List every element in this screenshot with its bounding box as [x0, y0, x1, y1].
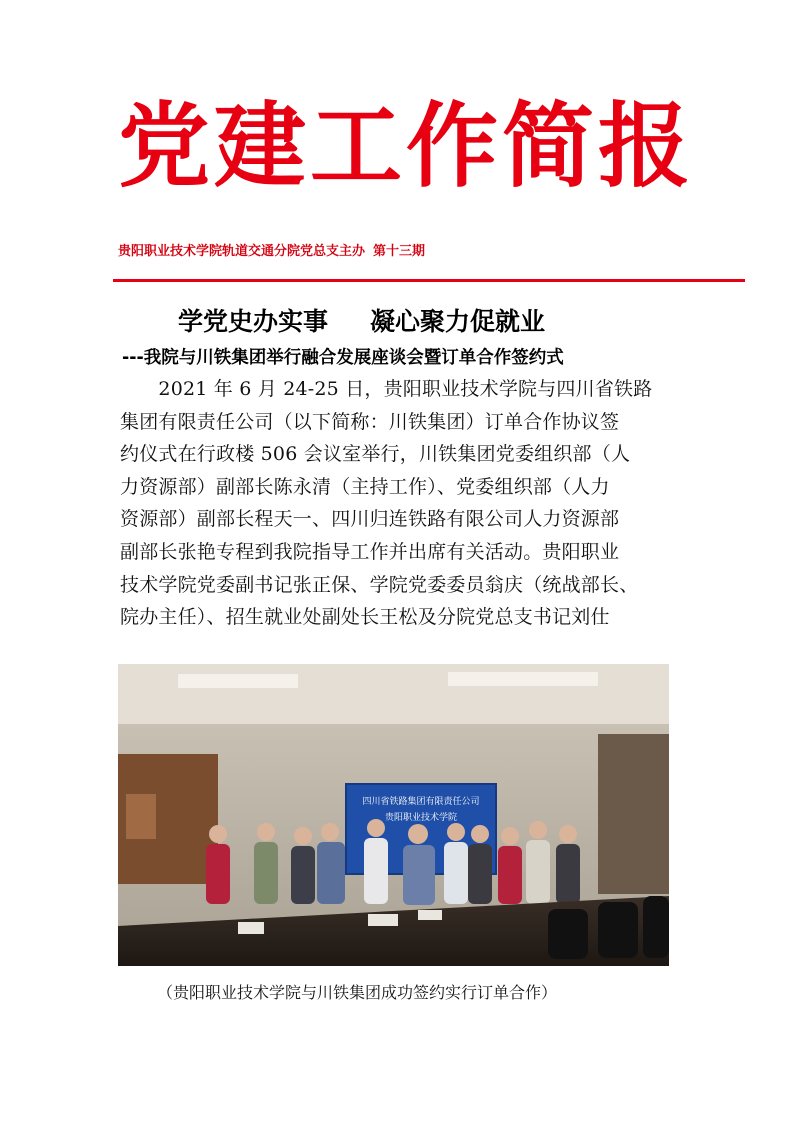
issue-number: 第十三期 — [373, 244, 426, 259]
issue-line — [118, 243, 718, 261]
body-line: 2021 年 6 月 24-25 日，贵阳职业技术学院与四川省铁路 — [120, 378, 653, 400]
article-body — [120, 373, 672, 634]
body-line: 集团有限责任公司（以下简称：川铁集团）订单合作协议签 — [120, 410, 620, 433]
article-headline — [178, 305, 698, 339]
photo-caption: （贵阳职业技术学院与川铁集团成功签约实行订单合作） — [157, 983, 558, 1002]
masthead-title: 党建工作简报 — [118, 93, 695, 200]
headline-part-1: 学党史办实事 — [178, 307, 329, 336]
body-line: 副部长张艳专程到我院指导工作并出席有关活动。贵阳职业 — [120, 540, 620, 563]
body-line: 约仪式在行政楼 506 会议室举行，川铁集团党委组织部（人 — [120, 443, 631, 466]
article-subheadline: ---我院与川铁集团举行融合发展座谈会暨订单合作签约式 — [122, 348, 564, 368]
banner-line-1: 四川省铁路集团有限责任公司 — [362, 797, 480, 807]
signing-ceremony-photo — [118, 664, 669, 966]
body-line: 力资源部）副部长陈永清（主持工作）、党委组织部（人力 — [120, 475, 610, 498]
publisher-text: 贵阳职业技术学院轨道交通分院党总支主办 — [118, 244, 366, 259]
body-line: 资源部）副部长程天一、四川归连铁路有限公司人力资源部 — [120, 508, 620, 531]
banner-line-2: 贵阳职业技术学院 — [384, 813, 458, 823]
red-divider — [113, 279, 745, 282]
body-line: 院办主任）、招生就业处副处长王松及分院党总支书记刘仕 — [120, 606, 610, 629]
headline-part-2: 凝心聚力促就业 — [370, 307, 546, 336]
body-line: 技术学院党委副书记张正保、学院党委委员翁庆（统战部长、 — [120, 573, 639, 596]
